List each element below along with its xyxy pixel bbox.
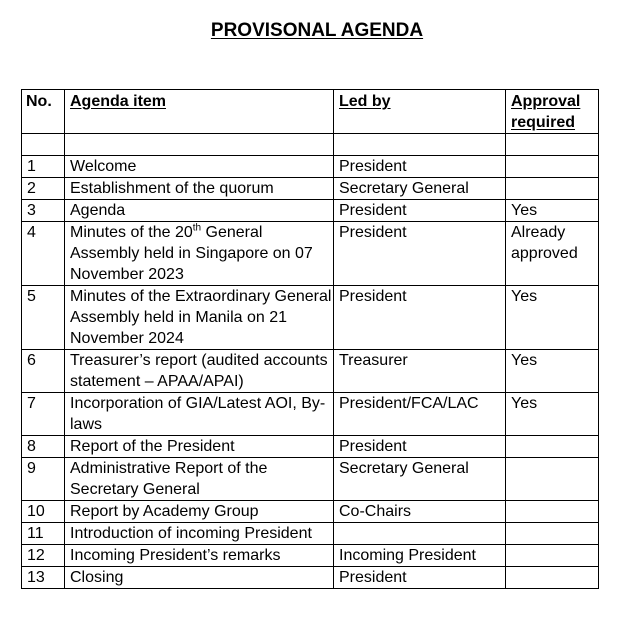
cell-no: 2 [22,178,65,200]
cell-approval [506,178,599,200]
header-approval-required [506,90,599,134]
cell-no: 9 [22,458,65,501]
cell-led-by: Treasurer [334,350,506,393]
cell-no: 8 [22,436,65,458]
header-agenda-item-label: Agenda item [70,93,167,110]
cell-approval [506,458,599,501]
table-row [22,222,599,286]
cell-no: 6 [22,350,65,393]
agenda-table [21,89,599,589]
header-led-by-label: Led by [339,93,391,110]
table-spacer-row [22,134,599,156]
table-row [22,523,599,545]
cell-approval [506,567,599,589]
cell-led-by [334,523,506,545]
cell-led-by: Secretary General [334,458,506,501]
cell-led-by: President/FCA/LAC [334,393,506,436]
table-row [22,286,599,350]
table-header-row [22,90,599,134]
table-row [22,436,599,458]
cell-agenda-item: Introduction of incoming President [65,523,334,545]
cell-led-by: Secretary General [334,178,506,200]
cell-agenda-item: Report of the President [65,436,334,458]
cell-approval [506,545,599,567]
cell-led-by: President [334,436,506,458]
table-row [22,567,599,589]
spacer-cell [334,134,506,156]
cell-agenda-item: Treasurer’s report (audited accounts statement – APAA/APAI) [65,350,334,393]
cell-led-by: President [334,286,506,350]
cell-led-by: Incoming President [334,545,506,567]
page-title-text: PROVISONAL AGENDA [210,20,424,41]
header-led-by [334,90,506,134]
spacer-cell [65,134,334,156]
cell-approval: Already approved [506,222,599,286]
cell-approval [506,156,599,178]
spacer-cell [22,134,65,156]
cell-no: 7 [22,393,65,436]
agenda-item-text: Minutes of the 20 [70,224,193,241]
cell-agenda-item: Closing [65,567,334,589]
page-title [0,20,634,42]
cell-approval: Yes [506,350,599,393]
table-row [22,501,599,523]
header-agenda-item [65,90,334,134]
agenda-item-text: General Assembly held in Singapore on 07 November 2023 [70,224,313,283]
cell-approval [506,523,599,545]
table-row [22,545,599,567]
table-row [22,393,599,436]
cell-no: 12 [22,545,65,567]
cell-agenda-item: Minutes of the Extraordinary General Assembly held in Manila on 21 November 2024 [65,286,334,350]
cell-no: 1 [22,156,65,178]
cell-approval: Yes [506,393,599,436]
spacer-cell [506,134,599,156]
table-row [22,200,599,222]
cell-agenda-item: Establishment of the quorum [65,178,334,200]
cell-agenda-item: Agenda [65,200,334,222]
cell-led-by: President [334,567,506,589]
cell-led-by: President [334,156,506,178]
cell-approval: Yes [506,286,599,350]
cell-approval [506,501,599,523]
cell-approval: Yes [506,200,599,222]
ordinal-suffix: th [192,222,202,234]
cell-agenda-item [65,222,334,286]
table-row [22,350,599,393]
cell-led-by: President [334,200,506,222]
cell-led-by: Co-Chairs [334,501,506,523]
cell-agenda-item: Incorporation of GIA/Latest AOI, By-laws [65,393,334,436]
table-row [22,156,599,178]
cell-approval [506,436,599,458]
cell-no: 5 [22,286,65,350]
cell-no: 4 [22,222,65,286]
cell-agenda-item: Report by Academy Group [65,501,334,523]
cell-no: 13 [22,567,65,589]
header-approval-line2: required [511,114,576,131]
cell-no: 10 [22,501,65,523]
table-row [22,178,599,200]
cell-led-by: President [334,222,506,286]
cell-agenda-item: Administrative Report of the Secretary General [65,458,334,501]
table-row [22,458,599,501]
cell-no: 3 [22,200,65,222]
cell-no: 11 [22,523,65,545]
cell-agenda-item: Welcome [65,156,334,178]
header-approval-line1: Approval [511,93,581,110]
cell-agenda-item: Incoming President’s remarks [65,545,334,567]
header-no: No. [22,90,65,134]
